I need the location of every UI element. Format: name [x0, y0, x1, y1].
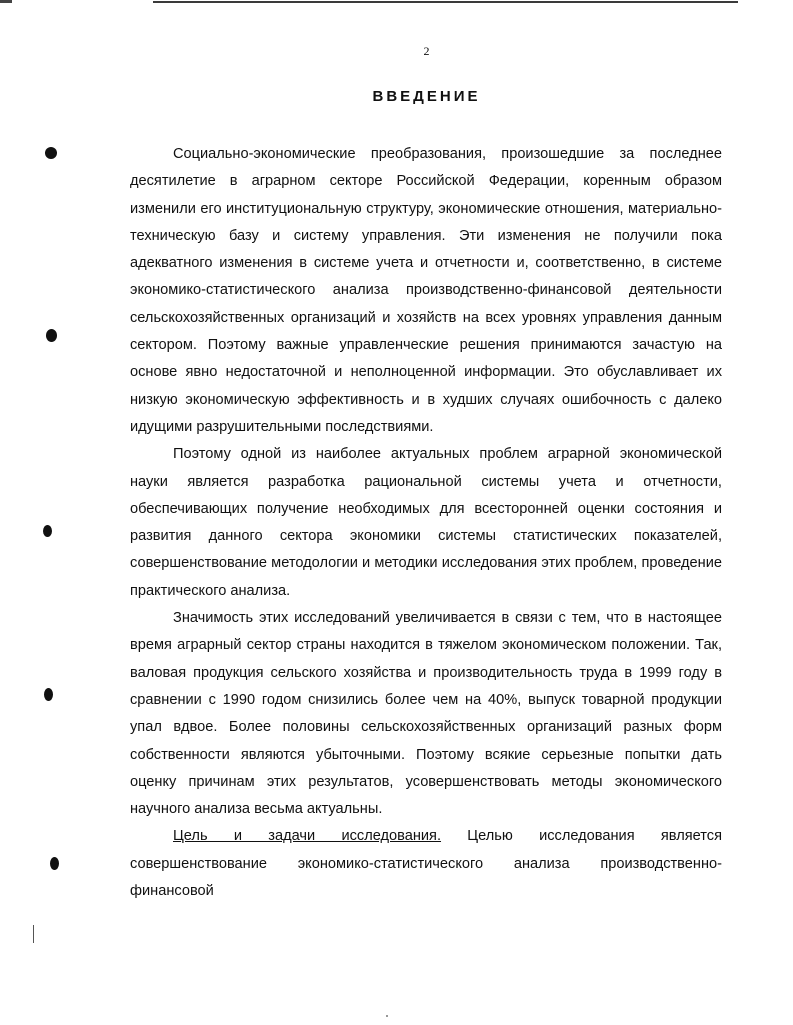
paragraph-1: Социально-экономические преобразования, произошедшие за последнее десятилетие в аграрном секторе Российской Федерации, коренным образом изменили его институциональную структуру, экономические отношения, материально-техническую базу и систему управления. Эти изменения не получили пока адекватного изменения в системе учета и отчетности и, соответственно, в системе экономико-статистического анализа производственно-финансовой деятельности сельскохозяйственных организаций и хозяйств на всех уровнях управления данным сектором. Поэтому важные управленческие решения принимаются зачастую на основе явно недостаточной и неполноценной информации. Это обуславливает их низкую экономическую эффективность и в худших случаях ошибочность с далеко идущими разрушительными последствиями.: [130, 146, 722, 435]
paragraph-4: [130, 823, 722, 905]
punch-hole-mark: [46, 329, 57, 342]
punch-hole-mark: [43, 525, 52, 537]
paragraph-4-text: Целью исследования является совершенствование экономико-статистического анализа производственно-финансовой: [130, 828, 722, 900]
page-title: ВВЕДЕНИЕ: [372, 88, 481, 105]
paragraph-2: Поэтому одной из наиболее актуальных проблем аграрной экономической науки является разработка рациональной системы учета и отчетности, обеспечивающих получение необходимых для всесторонней оценки состояния и развития данного сектора экономики системы статистических показателей, совершенствование методологии и методики исследования этих проблем, проведение практического анализа.: [130, 446, 722, 599]
page-number: 2: [423, 44, 430, 58]
paragraph-3: Значимость этих исследований увеличивается в связи с тем, что в настоящее время аграрный сектор страны находится в тяжелом экономическом положении. Так, валовая продукция сельского хозяйства и производительность труда в 1999 году в сравнении с 1990 годом снизились более чем на 40%, выпуск товарной продукции упал вдвое. Более половины сельскохозяйственных организаций разных форм собственности являются убыточными. Поэтому всякие серьезные попытки дать оценку причинам этих результатов, усовершенствовать методы экономического научного анализа весьма актуальны.: [130, 610, 722, 818]
punch-hole-mark: [50, 857, 59, 870]
punch-hole-mark: [45, 147, 57, 159]
punch-hole-mark: [44, 688, 53, 701]
section-heading: Цель и задачи исследования.: [173, 828, 442, 845]
margin-mark: [33, 925, 34, 943]
document-body: [130, 141, 722, 905]
scan-speck: [386, 1015, 388, 1017]
top-rule: [153, 1, 738, 3]
scan-artifact: [0, 0, 12, 3]
